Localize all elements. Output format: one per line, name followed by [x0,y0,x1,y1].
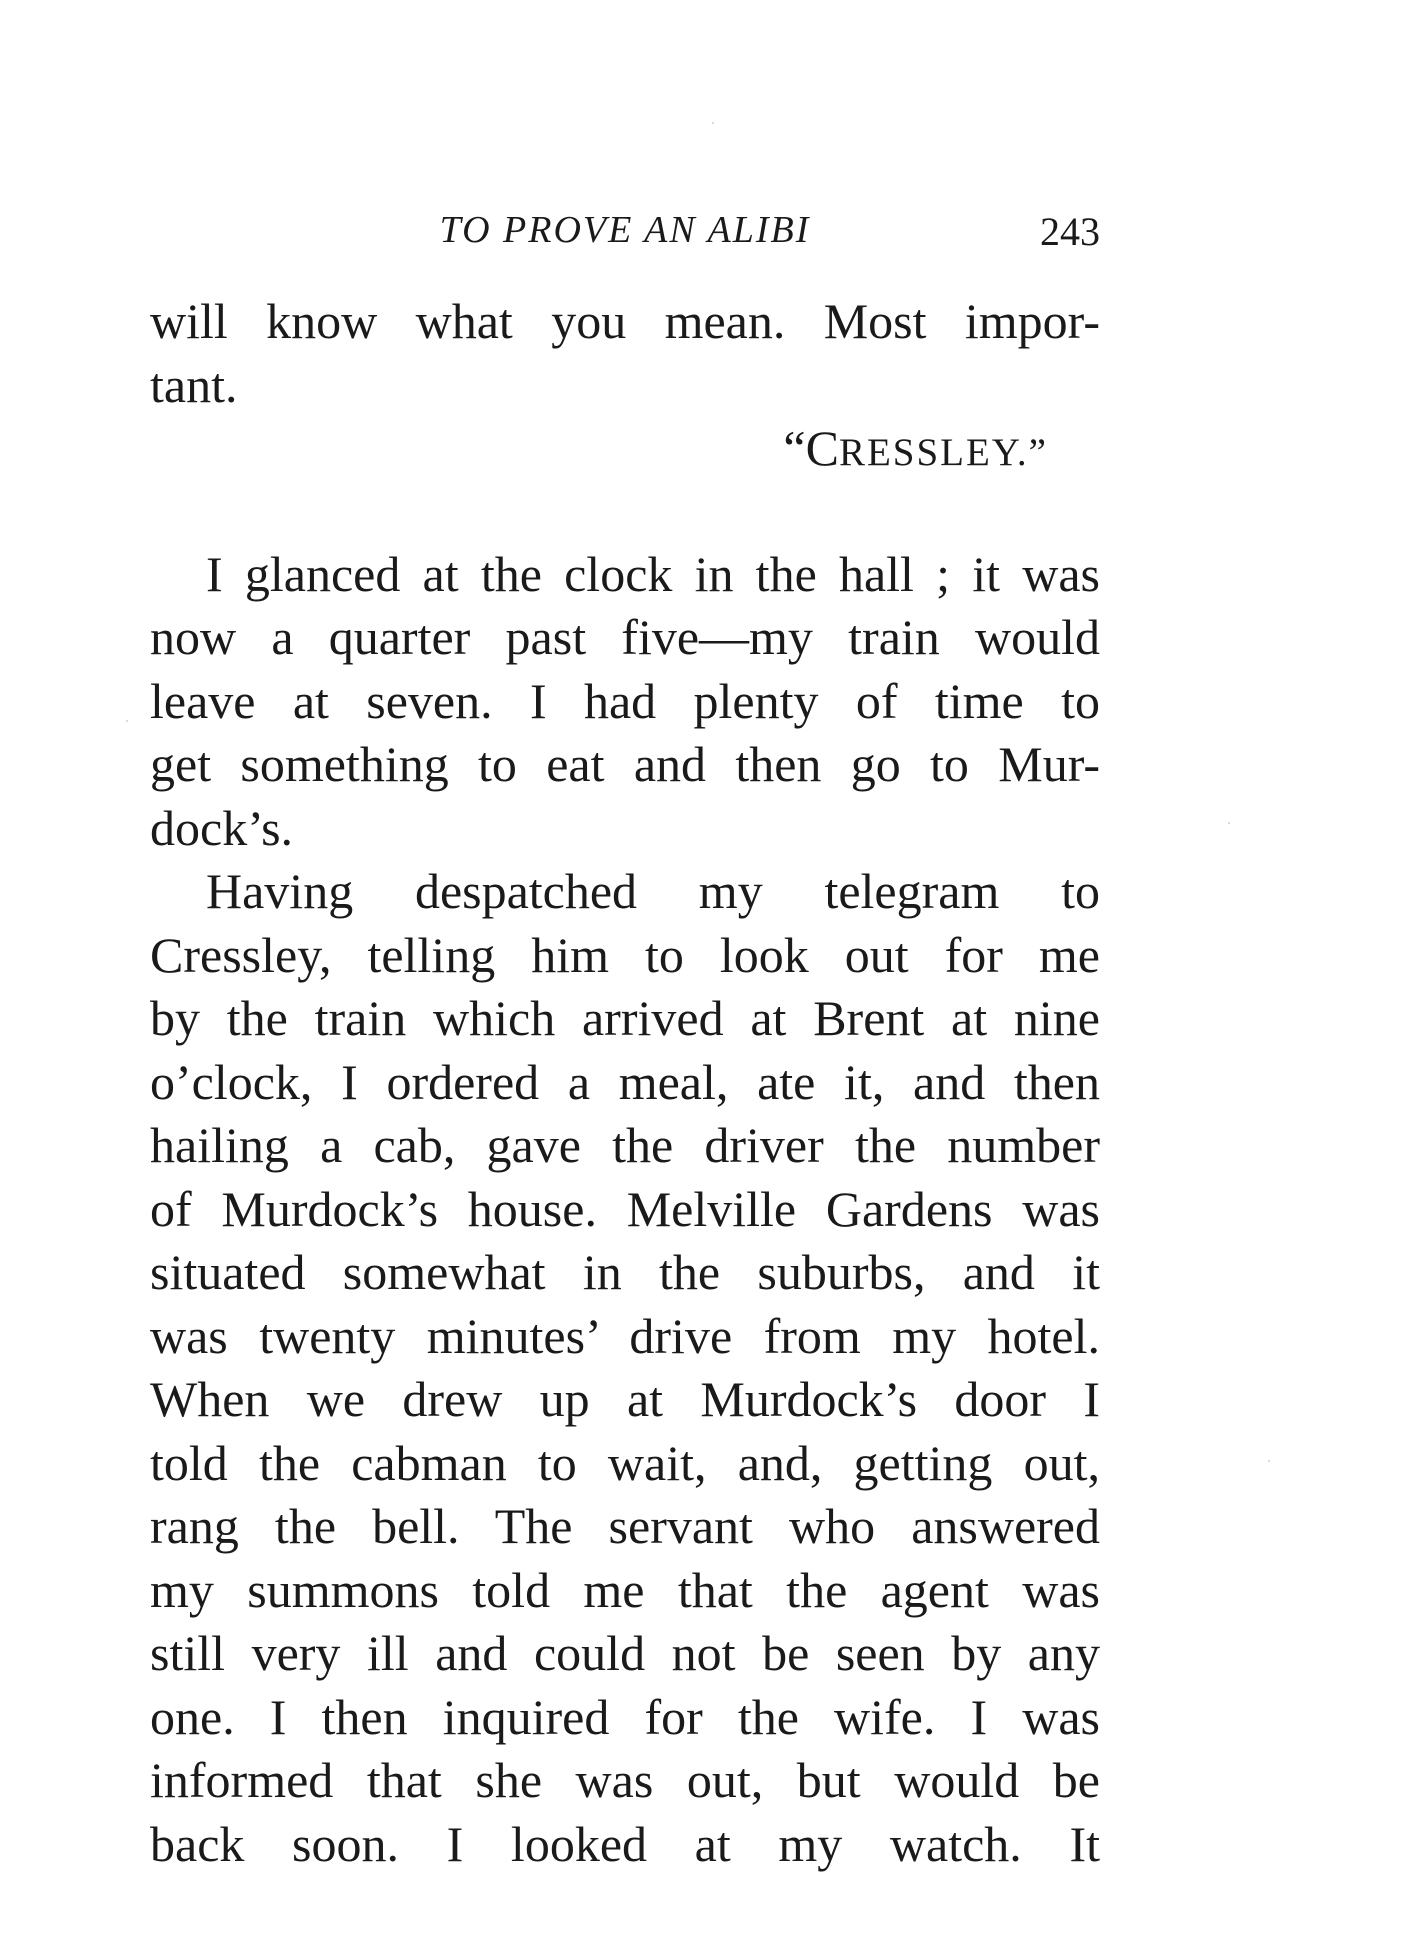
letter-line: will know what you mean. Most impor- [150,293,1100,349]
running-head [150,208,1100,258]
paper-speck [1268,1460,1270,1462]
page-number: 243 [1040,209,1100,254]
signature-initial: “C [783,420,839,476]
paragraph-line: one. I then inquired for the wife. I was [150,1688,1100,1745]
paragraph-line: of Murdock’s house. Melville Gardens was [150,1180,1100,1237]
paragraph-line: get something to eat and then go to Mur- [150,736,1100,792]
paragraph-line: was twenty minutes’ drive from my hotel. [150,1307,1100,1364]
section-gap [150,481,1100,543]
paper-speck [712,122,714,124]
paragraph-line: I glanced at the clock in the hall ; it was [206,545,1100,602]
paragraph-line: back soon. I looked at my watch. It [150,1815,1100,1872]
paragraph-line: situated somewhat in the suburbs, and it [150,1244,1100,1300]
paragraph-line: my summons told me that the agent was [150,1561,1100,1618]
signature-rest: RESSLEY.” [838,431,1048,474]
paragraph-line: rang the bell. The servant who answered [150,1498,1100,1554]
running-title: TO PROVE AN ALIBI [439,209,811,251]
paper-speck [126,720,128,722]
paragraph-line: o’clock, I ordered a meal, ate it, and then [150,1053,1100,1110]
paragraph-line: now a quarter past five—my train would [150,609,1100,665]
paragraph-line: told the cabman to wait, and, getting out, [150,1434,1100,1491]
paragraph-line: by the train which arrived at Brent at nine [150,990,1100,1046]
letter-signature [150,417,1100,481]
paragraph-line: Having despatched my telegram to [206,863,1100,919]
paper-speck [1228,822,1230,824]
paragraph-line: dock’s. [150,799,294,856]
paragraph-line: When we drew up at Murdock’s door I [150,1371,1100,1427]
paragraph-line: Cressley, telling him to look out for me [150,926,1100,983]
paragraph-line: still very ill and could not be seen by any [150,1625,1100,1681]
body-text [150,290,1100,1876]
paragraph-line: hailing a cab, gave the driver the number [150,1117,1100,1173]
paragraph-line: informed that she was out, but would be [150,1752,1100,1808]
letter-line: tant. [150,356,238,413]
paragraph-line: leave at seven. I had plenty of time to [150,672,1100,729]
